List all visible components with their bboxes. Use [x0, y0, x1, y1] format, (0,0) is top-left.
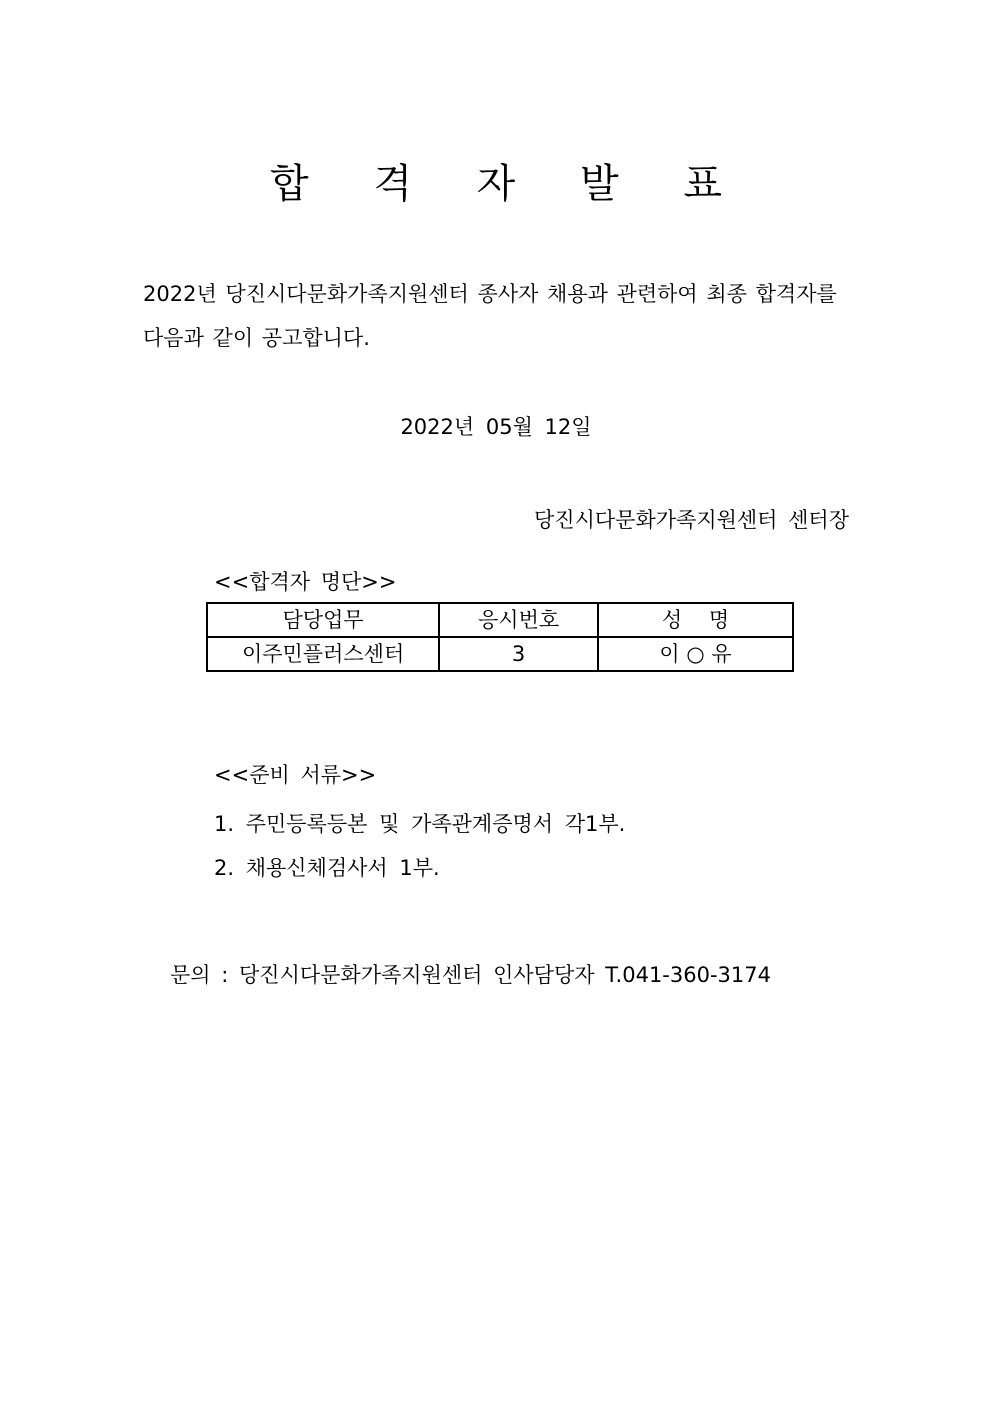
cell-duty: 이주민플러스센터 [207, 637, 439, 671]
column-header-number: 응시번호 [439, 603, 598, 637]
intro-paragraph [143, 272, 855, 360]
list-item: 1. 주민등록등본 및 가족관계증명서 각1부. [214, 812, 626, 836]
intro-line-1: 2022년 당진시다문화가족지원센터 종사자 채용과 관련하여 최종 합격자를 [143, 282, 837, 306]
passers-heading: <<합격자 명단>> [214, 570, 397, 594]
documents-heading: <<준비 서류>> [214, 763, 377, 787]
list-item: 2. 채용신체검사서 1부. [214, 856, 440, 880]
cell-name: 이 ○ 유 [598, 637, 793, 671]
passers-table [206, 602, 794, 672]
column-header-duty: 담당업무 [207, 603, 439, 637]
contact-info: 문의 : 당진시다문화가족지원센터 인사담당자 T.041-360-3174 [170, 963, 771, 987]
documents-list [214, 802, 625, 890]
cell-number: 3 [439, 637, 598, 671]
page-title: 합 격 자 발 표 [269, 161, 749, 207]
announcement-date: 2022년 05월 12일 [400, 415, 592, 439]
column-header-name: 성 명 [598, 603, 793, 637]
table-row [207, 637, 793, 671]
table-header-row [207, 603, 793, 637]
intro-line-2: 다음과 같이 공고합니다. [143, 326, 370, 350]
issuer-signature: 당진시다문화가족지원센터 센터장 [534, 508, 849, 532]
